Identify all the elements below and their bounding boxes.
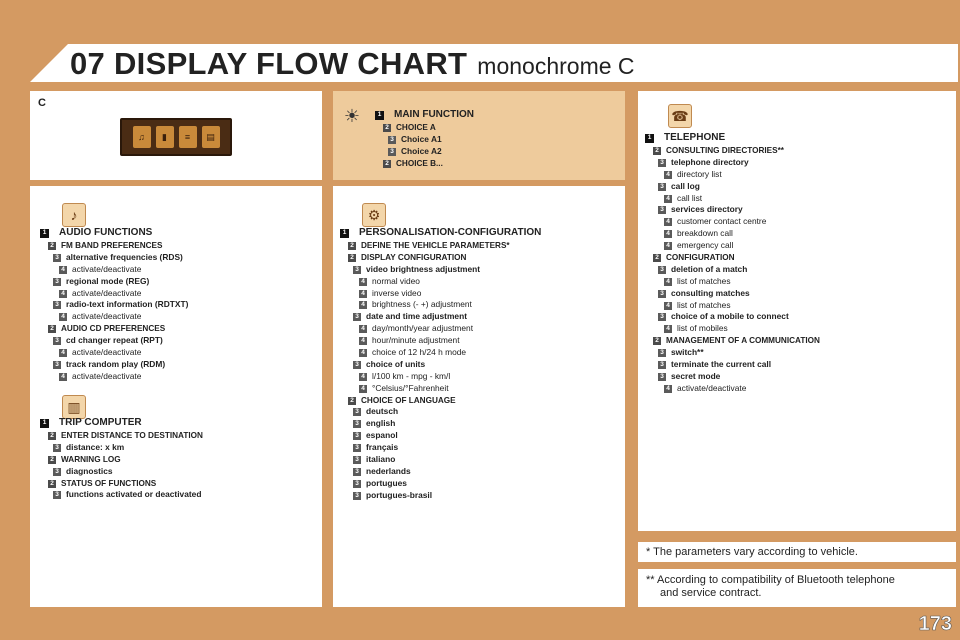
- level-badge: 4: [359, 373, 367, 381]
- level-badge: 3: [353, 266, 361, 274]
- menu-item: [40, 335, 188, 347]
- trip-computer-icon: ▥: [62, 395, 86, 419]
- menu-item: [375, 134, 474, 146]
- menu-item: [645, 311, 820, 323]
- menu-item-label: call list: [677, 192, 703, 203]
- main-function-tree: [375, 108, 474, 170]
- menu-item-label: nederlands: [366, 465, 411, 476]
- menu-item: [645, 216, 820, 228]
- telephone-icon: ☎: [668, 104, 692, 128]
- menu-item: [645, 145, 820, 157]
- personalisation-tree: [340, 226, 541, 502]
- menu-item-label: MANAGEMENT OF A COMMUNICATION: [666, 336, 820, 346]
- menu-item: [340, 406, 541, 418]
- footnote-text: and service contract.: [660, 587, 762, 599]
- level-badge: 3: [658, 290, 666, 298]
- menu-item-label: video brightness adjustment: [366, 263, 481, 274]
- menu-item-label: MAIN FUNCTION: [394, 109, 474, 121]
- level-badge: 3: [353, 480, 361, 488]
- level-badge: 1: [645, 134, 654, 143]
- menu-item: [645, 359, 820, 371]
- menu-item-label: WARNING LOG: [61, 454, 121, 464]
- level-badge: 3: [353, 492, 361, 500]
- level-badge: 4: [59, 266, 67, 274]
- level-badge: 2: [383, 160, 391, 168]
- menu-item-label: cd changer repeat (RPT): [66, 335, 163, 346]
- menu-item-label: activate/deactivate: [72, 347, 142, 358]
- menu-item: [340, 395, 541, 407]
- menu-item: [40, 311, 188, 323]
- menu-item: [340, 418, 541, 430]
- menu-item-label: italiano: [366, 454, 396, 465]
- menu-item-label: DISPLAY CONFIGURATION: [361, 252, 467, 262]
- level-badge: 2: [653, 337, 661, 345]
- menu-item: [40, 276, 188, 288]
- menu-item-label: AUDIO FUNCTIONS: [59, 227, 153, 239]
- menu-item: [40, 430, 203, 442]
- menu-item-label: normal video: [372, 275, 420, 286]
- menu-item-label: portugues: [366, 477, 407, 488]
- display-segment-icon: ▤: [202, 126, 220, 148]
- audio-icon: ♪: [62, 203, 86, 227]
- menu-item-label: day/month/year adjustment: [372, 323, 474, 334]
- menu-item-label: TRIP COMPUTER: [59, 417, 142, 429]
- menu-item: [40, 252, 188, 264]
- menu-item-label: services directory: [671, 204, 743, 215]
- menu-item: [340, 288, 541, 300]
- menu-item-label: deletion of a match: [671, 263, 748, 274]
- menu-item-label: CHOICE OF LANGUAGE: [361, 395, 456, 405]
- menu-item-label: directory list: [677, 168, 722, 179]
- menu-item: [645, 347, 820, 359]
- menu-item: [340, 323, 541, 335]
- display-segment-icon: ♫: [133, 126, 151, 148]
- menu-item-label: °Celsius/°Fahrenheit: [372, 382, 449, 393]
- level-badge: 4: [664, 218, 672, 226]
- footnote-bluetooth: [638, 569, 956, 607]
- level-badge: 3: [353, 444, 361, 452]
- menu-item-label: activate/deactivate: [677, 382, 747, 393]
- title-main: 07 DISPLAY FLOW CHART: [70, 46, 468, 81]
- menu-item-label: STATUS OF FUNCTIONS: [61, 478, 157, 488]
- menu-item-label: consulting matches: [671, 287, 750, 298]
- level-badge: 4: [664, 385, 672, 393]
- menu-item: [645, 371, 820, 383]
- menu-item: [645, 169, 820, 181]
- menu-item: [40, 371, 188, 383]
- level-badge: 2: [348, 254, 356, 262]
- menu-item: [645, 276, 820, 288]
- menu-item: [645, 228, 820, 240]
- level-badge: 4: [664, 195, 672, 203]
- level-badge: 3: [53, 337, 61, 345]
- menu-item-label: activate/deactivate: [72, 370, 142, 381]
- level-badge: 2: [348, 242, 356, 250]
- menu-item: [645, 288, 820, 300]
- menu-item-label: radio-text information (RDTXT): [66, 299, 189, 310]
- menu-item-label: inverse video: [372, 287, 422, 298]
- level-badge: 3: [658, 266, 666, 274]
- level-badge: 3: [53, 491, 61, 499]
- menu-item: [645, 252, 820, 264]
- level-badge: 4: [664, 302, 672, 310]
- menu-item-label: activate/deactivate: [72, 311, 142, 322]
- level-badge: 3: [353, 408, 361, 416]
- level-badge: 3: [658, 313, 666, 321]
- menu-item: [645, 193, 820, 205]
- level-badge: 4: [664, 230, 672, 238]
- menu-item-label: CONSULTING DIRECTORIES**: [666, 146, 784, 155]
- menu-item-label: hour/minute adjustment: [372, 335, 460, 346]
- level-badge: 4: [664, 278, 672, 286]
- menu-item-label: emergency call: [677, 240, 734, 251]
- menu-item: [340, 335, 541, 347]
- level-badge: 4: [359, 349, 367, 357]
- display-screen-image: [120, 118, 232, 156]
- menu-item-label: français: [366, 442, 399, 453]
- menu-item-label: choice of a mobile to connect: [671, 311, 789, 322]
- menu-item-label: brightness (- +) adjustment: [372, 299, 472, 310]
- menu-item: [340, 276, 541, 288]
- menu-item-label: PERSONALISATION-CONFIGURATION: [359, 227, 542, 239]
- menu-item-label: ENTER DISTANCE TO DESTINATION: [61, 431, 203, 440]
- trip-computer-tree: [40, 416, 203, 501]
- menu-item-label: espanol: [366, 430, 398, 441]
- level-badge: 2: [48, 480, 56, 488]
- menu-item-label: choice of 12 h/24 h mode: [372, 347, 467, 358]
- level-badge: 4: [59, 349, 67, 357]
- menu-item-label: functions activated or deactivated: [66, 489, 202, 500]
- menu-item-label: CONFIGURATION: [666, 253, 735, 263]
- menu-item: [645, 383, 820, 395]
- menu-item: [40, 240, 188, 252]
- level-badge: 2: [348, 397, 356, 405]
- level-badge: 3: [53, 254, 61, 262]
- menu-item: [40, 359, 188, 371]
- title-subtitle: monochrome C: [477, 53, 635, 79]
- section-heading: [340, 226, 541, 240]
- menu-item: [40, 489, 203, 501]
- menu-item: [645, 157, 820, 169]
- menu-item: [375, 122, 474, 134]
- menu-item: [645, 204, 820, 216]
- level-badge: 4: [359, 278, 367, 286]
- footnote-text: ** According to compatibility of Bluetooth telephone: [646, 574, 895, 586]
- menu-item-label: FM BAND PREFERENCES: [61, 241, 163, 250]
- level-badge: 3: [658, 183, 666, 191]
- level-badge: 3: [658, 361, 666, 369]
- menu-item: [40, 442, 203, 454]
- menu-item-label: switch**: [671, 347, 704, 358]
- level-badge: 1: [375, 111, 384, 120]
- footnote-parameters: [638, 542, 956, 562]
- level-badge: 3: [353, 361, 361, 369]
- menu-item-label: CHOICE A: [396, 123, 436, 132]
- menu-item: [40, 323, 188, 335]
- menu-item-label: DEFINE THE VEHICLE PARAMETERS*: [361, 241, 510, 250]
- menu-item-label: regional mode (REG): [66, 275, 150, 286]
- level-badge: 3: [353, 432, 361, 440]
- level-badge: 3: [53, 444, 61, 452]
- level-badge: 4: [359, 301, 367, 309]
- menu-item: [340, 264, 541, 276]
- menu-item-label: choice of units: [366, 358, 426, 369]
- menu-item-label: AUDIO CD PREFERENCES: [61, 324, 166, 334]
- menu-item: [645, 335, 820, 347]
- footnote-text: * The parameters vary according to vehicle.: [646, 546, 858, 558]
- menu-item-label: CHOICE B...: [396, 158, 443, 168]
- level-badge: 3: [388, 136, 396, 144]
- level-badge: 4: [359, 337, 367, 345]
- menu-item: [340, 299, 541, 311]
- menu-item-label: breakdown call: [677, 228, 733, 239]
- level-badge: 2: [383, 124, 391, 132]
- level-badge: 3: [353, 456, 361, 464]
- level-badge: 3: [658, 206, 666, 214]
- menu-item-label: terminate the current call: [671, 359, 772, 370]
- menu-item: [645, 323, 820, 335]
- level-badge: 4: [359, 325, 367, 333]
- menu-item: [40, 454, 203, 466]
- level-badge: 2: [653, 254, 661, 262]
- menu-item: [340, 371, 541, 383]
- menu-item-label: portugues-brasil: [366, 489, 433, 500]
- sun-icon: ☀: [343, 105, 361, 126]
- menu-item: [340, 311, 541, 323]
- menu-item-label: customer contact centre: [677, 216, 767, 227]
- menu-item-label: telephone directory: [671, 156, 749, 167]
- section-heading: [375, 108, 474, 122]
- level-badge: 2: [48, 456, 56, 464]
- menu-item: [340, 490, 541, 502]
- menu-item-label: list of matches: [677, 275, 731, 286]
- display-segment-icon: ≡: [179, 126, 197, 148]
- menu-item-label: list of matches: [677, 299, 731, 310]
- menu-item-label: deutsch: [366, 406, 399, 417]
- level-badge: 1: [340, 229, 349, 238]
- menu-item: [340, 240, 541, 252]
- level-badge: 3: [53, 361, 61, 369]
- menu-item: [40, 466, 203, 478]
- level-badge: 3: [53, 468, 61, 476]
- level-badge: 4: [664, 171, 672, 179]
- level-badge: 1: [40, 229, 49, 238]
- menu-item: [340, 347, 541, 359]
- level-badge: 3: [658, 159, 666, 167]
- level-badge: 3: [353, 420, 361, 428]
- menu-item: [340, 478, 541, 490]
- level-badge: 3: [53, 278, 61, 286]
- menu-item: [645, 264, 820, 276]
- menu-item: [340, 454, 541, 466]
- menu-item: [375, 158, 474, 170]
- menu-item: [340, 252, 541, 264]
- level-badge: 1: [40, 419, 49, 428]
- menu-item-label: english: [366, 418, 396, 429]
- menu-item-label: alternative frequencies (RDS): [66, 251, 183, 262]
- level-badge: 4: [664, 325, 672, 333]
- audio-functions-tree: [40, 226, 188, 383]
- menu-item: [40, 264, 188, 276]
- settings-icon: ⚙: [362, 203, 386, 227]
- page-title: [70, 46, 635, 82]
- menu-item-label: TELEPHONE: [664, 132, 726, 144]
- level-badge: 3: [353, 313, 361, 321]
- level-badge: 4: [359, 385, 367, 393]
- menu-item-label: date and time adjustment: [366, 311, 467, 322]
- menu-item-label: track random play (RDM): [66, 358, 166, 369]
- level-badge: 3: [658, 349, 666, 357]
- menu-item-label: diagnostics: [66, 465, 113, 476]
- menu-item: [340, 442, 541, 454]
- menu-item-label: activate/deactivate: [72, 263, 142, 274]
- level-badge: 4: [59, 290, 67, 298]
- level-badge: 2: [48, 325, 56, 333]
- level-badge: 2: [653, 147, 661, 155]
- menu-item: [645, 181, 820, 193]
- menu-item: [40, 288, 188, 300]
- menu-item: [40, 347, 188, 359]
- level-badge: 2: [48, 242, 56, 250]
- menu-item: [645, 240, 820, 252]
- menu-item-label: secret mode: [671, 370, 721, 381]
- display-segment-icon: ▮: [156, 126, 174, 148]
- page-number: 173: [918, 613, 952, 635]
- menu-item: [645, 300, 820, 312]
- display-label: C: [38, 97, 46, 109]
- menu-item-label: Choice A1: [401, 133, 442, 144]
- level-badge: 4: [359, 290, 367, 298]
- menu-item: [340, 466, 541, 478]
- menu-item: [340, 359, 541, 371]
- level-badge: 2: [48, 432, 56, 440]
- level-badge: 3: [353, 468, 361, 476]
- level-badge: 4: [59, 373, 67, 381]
- telephone-tree: [645, 131, 820, 395]
- level-badge: 3: [53, 301, 61, 309]
- level-badge: 4: [59, 313, 67, 321]
- menu-item-label: distance: x km: [66, 441, 125, 452]
- level-badge: 3: [658, 373, 666, 381]
- menu-item-label: list of mobiles: [677, 323, 728, 334]
- level-badge: 3: [388, 148, 396, 156]
- menu-item: [375, 146, 474, 158]
- menu-item: [340, 430, 541, 442]
- menu-item-label: call log: [671, 180, 700, 191]
- menu-item: [40, 478, 203, 490]
- menu-item-label: activate/deactivate: [72, 287, 142, 298]
- menu-item: [40, 299, 188, 311]
- section-heading: [40, 416, 203, 430]
- section-heading: [40, 226, 188, 240]
- menu-item: [340, 383, 541, 395]
- menu-item-label: l/100 km - mpg - km/l: [372, 370, 451, 381]
- level-badge: 4: [664, 242, 672, 250]
- section-heading: [645, 131, 820, 145]
- menu-item-label: Choice A2: [401, 145, 442, 156]
